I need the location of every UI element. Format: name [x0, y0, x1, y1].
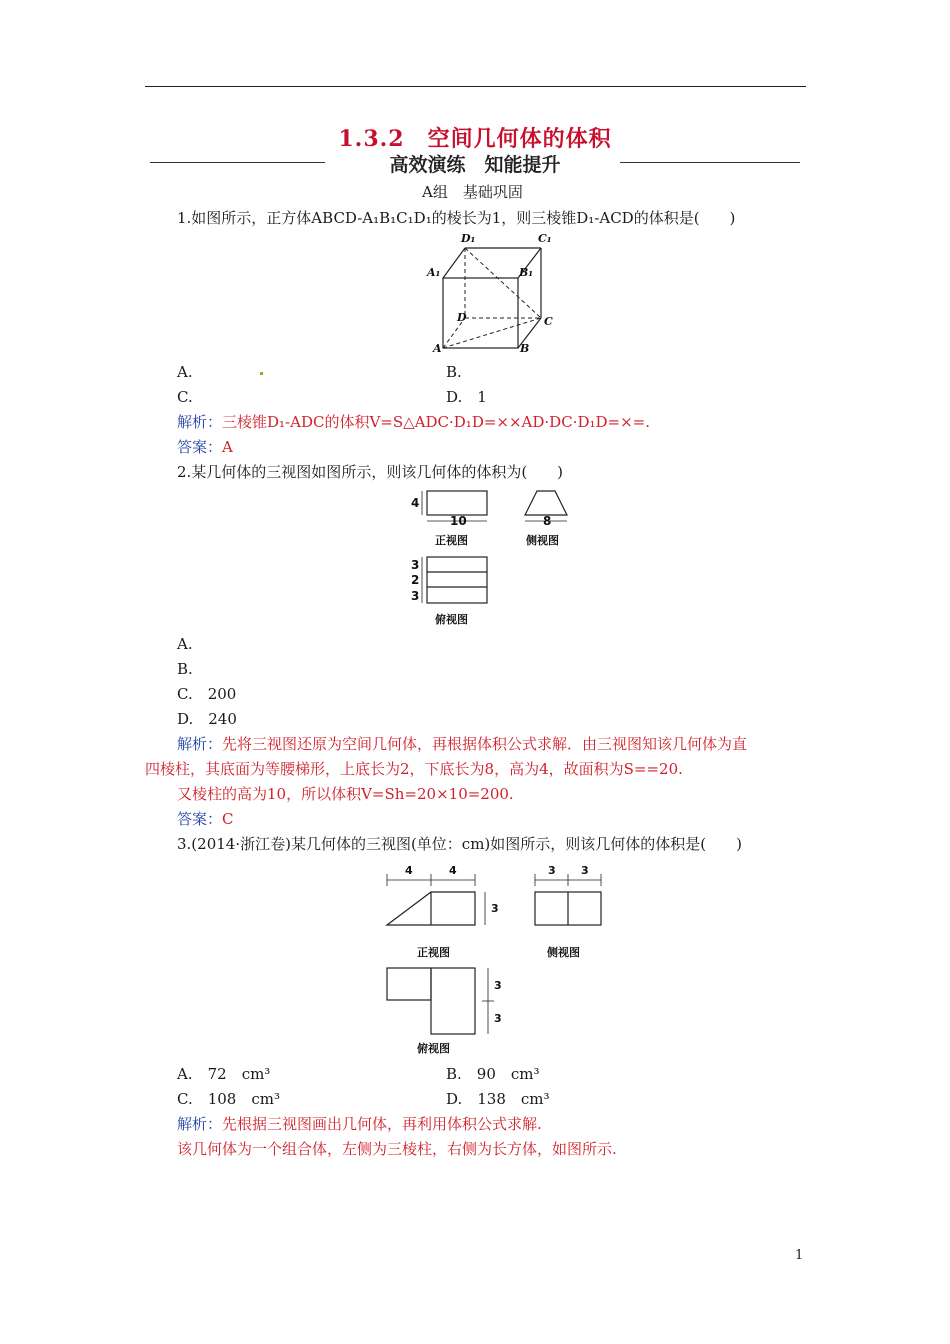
cube-front-face: [443, 278, 518, 348]
q2-front-rect: [427, 491, 487, 515]
page-title: 1.3.2 空间几何体的体积: [338, 126, 612, 152]
q3-three-views-figure: [375, 858, 620, 1058]
caption-front: 正视图: [435, 534, 468, 547]
dim-3-front: 3: [491, 902, 499, 915]
q2-option-b: B.: [177, 660, 193, 678]
answer-value: C: [222, 810, 234, 828]
dim-3-side-a: 3: [548, 864, 556, 877]
dim-2: 2: [411, 573, 420, 587]
dim-3b: 3: [411, 589, 420, 603]
analysis-label: 解析：: [177, 413, 223, 431]
q2-option-a: A.: [177, 635, 193, 653]
q3-option-d: D. 138 cm³: [446, 1090, 550, 1108]
dim-3a: 3: [411, 558, 420, 572]
q2-stem: 2.某几何体的三视图如图所示，则该几何体的体积为( ): [177, 463, 564, 481]
q1-option-a: A.: [177, 363, 193, 381]
dim-3-top-a: 3: [494, 979, 502, 992]
label-b1: B₁: [519, 266, 534, 279]
label-b: B: [520, 342, 530, 355]
dim-4b: 4: [449, 864, 457, 877]
analysis-text: 三棱锥D₁-ADC的体积V=S△ADC·D₁D=××AD·DC·D₁D=×=.: [222, 413, 650, 431]
caption-top: 俯视图: [417, 1042, 450, 1055]
dim-4a: 4: [405, 864, 413, 877]
label-c1: C₁: [538, 232, 552, 245]
cube-diagonal-d1c: [465, 248, 541, 318]
dim-10: 10: [450, 514, 467, 528]
analysis-text: 先将三视图还原为空间几何体，再根据体积公式求解．由三视图知该几何体为直: [222, 735, 748, 753]
q1-stem: 1.如图所示，正方体ABCD-A₁B₁C₁D₁的棱长为1，则三棱锥D₁-ACD的体积是( ): [177, 209, 736, 227]
caption-top: 俯视图: [435, 613, 468, 626]
q2-analysis-line1: [177, 734, 747, 754]
q2-side-trapezoid: [525, 491, 567, 515]
cube-edge: [443, 248, 465, 278]
q2-option-d: D. 240: [177, 710, 237, 728]
label-a1: A₁: [427, 266, 441, 279]
q1-option-b: B.: [446, 363, 462, 381]
label-d: D: [457, 311, 467, 324]
header-rule: [145, 86, 806, 87]
q3-top-right-rect: [431, 968, 475, 1034]
answer-value: A: [222, 438, 233, 456]
q1-answer: [177, 437, 233, 457]
q2-analysis-line2: 四棱柱，其底面为等腰梯形，上底长为2，下底长为8，高为4，故面积为S==20.: [145, 760, 683, 778]
q3-option-a: A. 72 cm³: [177, 1065, 271, 1083]
caption-side: 侧视图: [526, 534, 559, 547]
subtitle: 高效演练 知能提升: [389, 154, 561, 176]
dim-4: 4: [411, 496, 420, 510]
answer-label: 答案：: [177, 810, 223, 828]
q2-analysis-line3: 又棱柱的高为10，所以体积V=Sh=20×10=200.: [177, 785, 514, 803]
label-d1: D₁: [461, 232, 476, 245]
q1-analysis: [177, 412, 650, 432]
q2-top-rect: [427, 557, 487, 603]
q2-answer: [177, 809, 234, 829]
q3-option-b: B. 90 cm³: [446, 1065, 540, 1083]
caption-side: 侧视图: [547, 946, 580, 959]
stray-mark: [260, 372, 263, 375]
q3-option-c: C. 108 cm³: [177, 1090, 280, 1108]
q1-option-c: C.: [177, 388, 193, 406]
analysis-label: 解析：: [177, 1115, 223, 1133]
q3-analysis-line2: 该几何体为一个组合体，左侧为三棱柱，右侧为长方体，如图所示.: [177, 1140, 617, 1158]
q1-option-d: D. 1: [446, 388, 487, 406]
subtitle-bar: [150, 150, 800, 174]
q3-top-left-rect: [387, 968, 431, 1000]
dim-3-top-b: 3: [494, 1012, 502, 1025]
q3-stem: 3.(2014·浙江卷)某几何体的三视图(单位：cm)如图所示，则该几何体的体积是( ): [177, 835, 742, 853]
page-number: 1: [795, 1248, 804, 1263]
answer-label: 答案：: [177, 438, 223, 456]
caption-front: 正视图: [417, 946, 450, 959]
label-a: A: [433, 342, 442, 355]
q2-three-views-figure: [405, 485, 585, 630]
analysis-label: 解析：: [177, 735, 223, 753]
q1-cube-figure: [425, 230, 565, 355]
group-heading: A组 基础巩固: [422, 183, 523, 201]
q3-analysis-line1: [177, 1114, 542, 1134]
analysis-text: 先根据三视图画出几何体，再利用体积公式求解.: [222, 1115, 542, 1133]
dim-8: 8: [543, 514, 552, 528]
label-c: C: [544, 315, 553, 328]
q2-option-c: C. 200: [177, 685, 237, 703]
dim-3-side-b: 3: [581, 864, 589, 877]
